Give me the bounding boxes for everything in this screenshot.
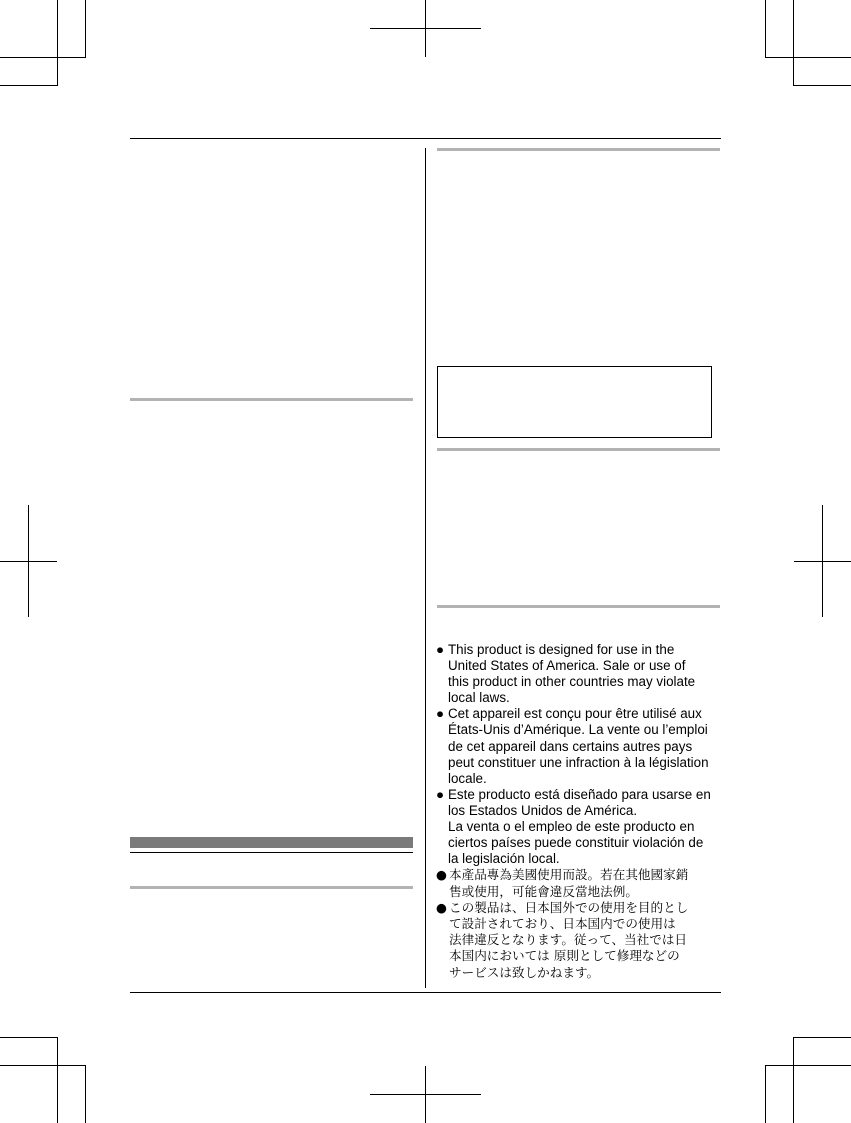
crop-mark [0, 1065, 86, 1066]
notice-line: Cet appareil est conçu pour être utilisé aux [448, 706, 702, 722]
registration-mark [794, 561, 851, 562]
crop-mark [57, 1037, 58, 1123]
notice-line: de cet appareil dans certains autres pays [448, 738, 693, 754]
crop-mark [57, 0, 58, 86]
section-rule [130, 398, 413, 401]
column-divider [425, 148, 426, 988]
notice-line: this product in other countries may violate [448, 674, 696, 690]
crop-mark [765, 1065, 851, 1066]
notice-line: 本国内においては 原則として修理などの [449, 948, 680, 964]
crop-mark [793, 85, 851, 86]
section-rule [437, 605, 720, 608]
registration-mark [370, 28, 481, 29]
notice-line: los Estados Unidos de América. [448, 802, 638, 818]
notice-line: peut constituer une infraction à la législation [448, 754, 709, 770]
section-rule [130, 886, 413, 889]
crop-mark [0, 57, 86, 58]
registration-mark [0, 561, 57, 562]
notice-english [436, 642, 726, 706]
notice-line: locale. [448, 770, 487, 786]
note-box [437, 366, 712, 438]
crop-mark [765, 57, 851, 58]
bullet: ● [436, 786, 445, 802]
notice-line: Este producto está diseñado para usarse en [448, 786, 711, 802]
notice-line: サービスは致しかねます。 [449, 964, 600, 980]
bullet: ● [436, 642, 445, 657]
notice-spanish [436, 787, 726, 867]
registration-mark [370, 1094, 481, 1095]
notice-line: 法律違反となります。従って、当社では日 [449, 932, 688, 948]
notice-line: La venta o el empleo de este producto en [448, 819, 695, 835]
crop-mark [793, 0, 794, 86]
crop-mark [0, 1037, 58, 1038]
crop-mark [85, 0, 86, 58]
notice-line: て設計されており、日本国内での使用は [449, 915, 676, 931]
crop-mark [765, 0, 766, 58]
crop-mark [85, 1065, 86, 1123]
bullet: ● [436, 867, 447, 883]
section-rule [437, 448, 720, 451]
section-rule [437, 148, 720, 151]
usage-notices [436, 642, 726, 981]
notice-line: États-Unis d’Amérique. La vente ou l’emploi [448, 722, 708, 738]
notice-french [436, 706, 726, 786]
crop-mark [765, 1065, 766, 1123]
section-rule-thin [130, 852, 413, 853]
crop-mark [793, 1037, 851, 1038]
notice-line: local laws. [448, 690, 510, 706]
notice-chinese [436, 867, 726, 899]
header-rule [130, 138, 721, 139]
notice-line: 本產品專為美國使用而設。若在其他國家銷 [449, 867, 689, 883]
bullet: ● [436, 899, 447, 915]
notice-line: la legislación local. [448, 851, 560, 867]
notice-line: 售或使用，可能會違反當地法例。 [449, 883, 638, 899]
footer-rule [130, 992, 721, 993]
notice-line: This product is designed for use in the [448, 642, 675, 657]
notice-japanese [436, 900, 726, 981]
notice-line: ciertos países puede constituir violación de [448, 835, 704, 851]
notice-line: United States of America. Sale or use of [448, 658, 686, 674]
section-heading-bar [130, 837, 413, 848]
notice-line: この製品は、日本国外での使用を目的とし [449, 899, 689, 915]
crop-mark [793, 1037, 794, 1123]
crop-mark [0, 85, 58, 86]
bullet: ● [436, 706, 445, 722]
